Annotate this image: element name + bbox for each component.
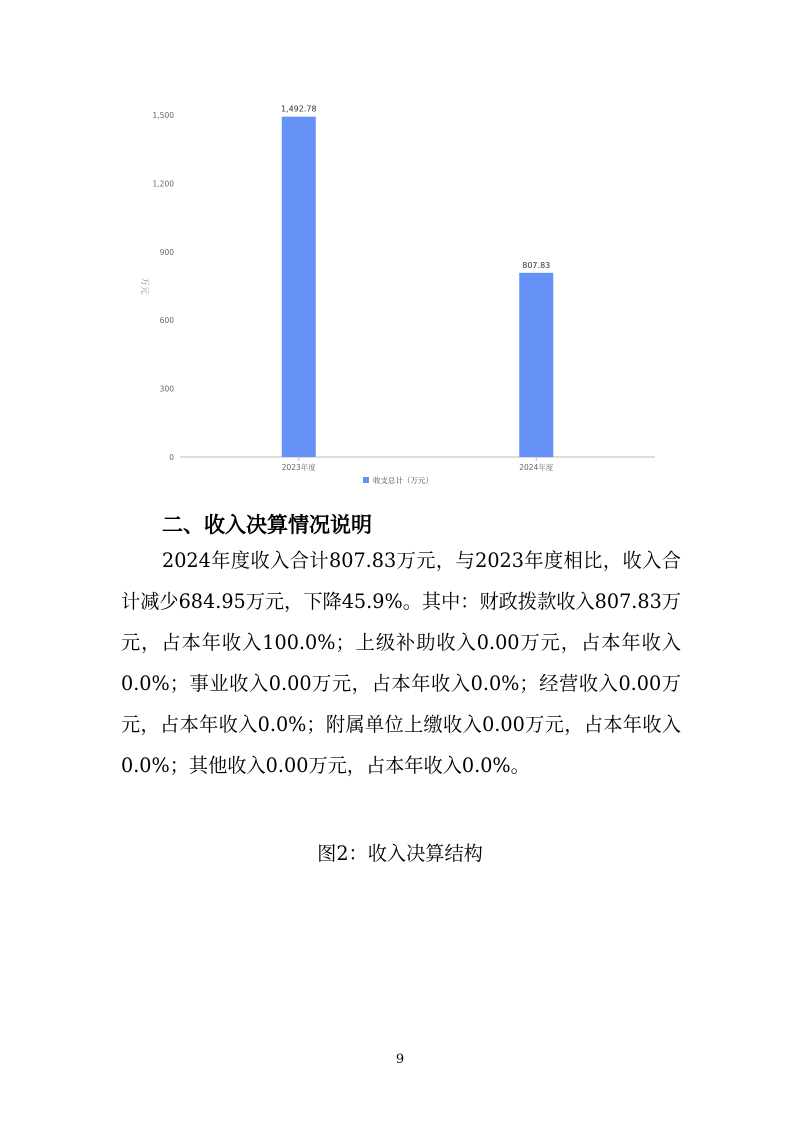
legend-label: 收支总计（万元） (373, 476, 433, 485)
bar-data-label: 1,492.78 (280, 104, 317, 114)
income-description-paragraph: 2024年度收入合计807.83万元，与2023年度相比，收入合计减少684.95万元，下降45.9%。其中：财政拨款收入807.83万元，占本年收入100.0%；上级补助收入0.00万元，占本年收入0.0%；事业收入0.00万元，占本年收入0.0%；经营收入0.00万元，占本年收入0.0%；附属单位上缴收入0.00万元，占本年收入0.0%；其他收入0.00万元，占本年收入0.0%。 (121, 549, 681, 777)
y-tick-label: 900 (159, 247, 174, 257)
bar-2023年度 (282, 117, 316, 457)
x-axis (180, 457, 655, 472)
y-tick-label: 0 (169, 453, 174, 462)
bar-data-label: 807.83 (522, 260, 551, 270)
legend-swatch (363, 477, 369, 483)
x-tick-label: 2023年度 (281, 463, 316, 472)
x-tick-label: 2024年度 (519, 463, 554, 472)
y-axis (139, 111, 174, 462)
y-tick-label: 300 (159, 384, 174, 394)
bar-2024年度 (519, 273, 553, 457)
page-number: 9 (395, 1052, 405, 1067)
y-tick-label: 600 (159, 316, 174, 326)
section-heading: 二、收入决算情况说明 (162, 513, 372, 537)
figure-caption: 图2：收入决算结构 (317, 842, 483, 865)
y-tick-label: 1,500 (152, 111, 174, 120)
y-tick-label: 1,200 (152, 179, 174, 189)
y-axis-label: 万元 (139, 277, 149, 295)
legend (363, 475, 433, 485)
income-expense-bar-chart (120, 95, 680, 495)
bars (281, 105, 553, 457)
